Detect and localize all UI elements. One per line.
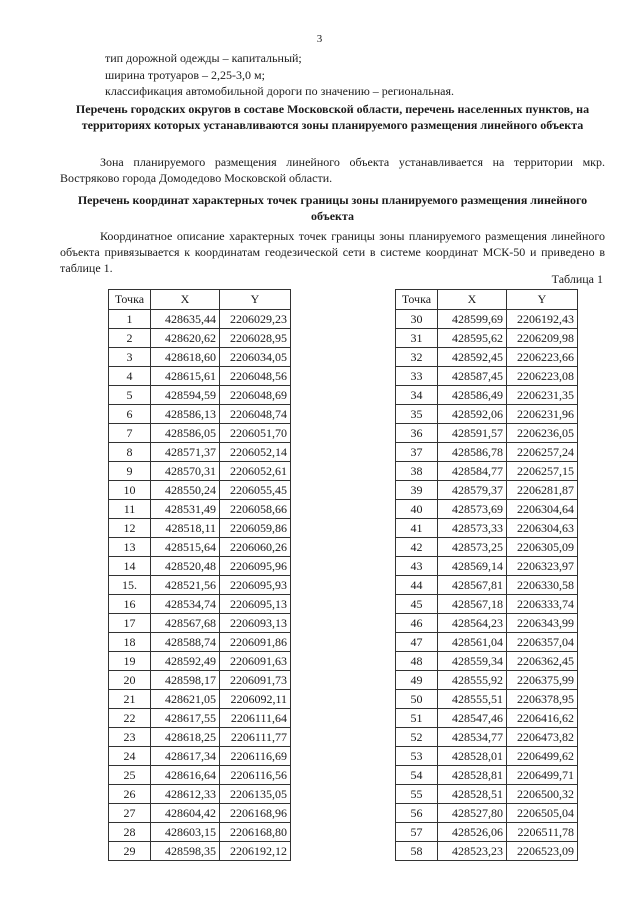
cell-y: 2206192,43 bbox=[507, 310, 578, 329]
cell-x: 428588,74 bbox=[151, 633, 220, 652]
cell-x: 428621,05 bbox=[151, 690, 220, 709]
list-item: классификация автомобильной дороги по значению – региональная. bbox=[105, 84, 455, 98]
table-caption: Таблица 1 bbox=[551, 272, 603, 286]
table-row bbox=[109, 329, 291, 348]
cell-x: 428617,55 bbox=[151, 709, 220, 728]
table-row bbox=[396, 405, 578, 424]
cell-point: 43 bbox=[396, 557, 438, 576]
cell-point: 35 bbox=[396, 405, 438, 424]
page-number: 3 bbox=[316, 33, 323, 45]
cell-x: 428567,81 bbox=[438, 576, 507, 595]
cell-point: 30 bbox=[396, 310, 438, 329]
cell-y: 2206257,24 bbox=[507, 443, 578, 462]
cell-y: 2206333,74 bbox=[507, 595, 578, 614]
cell-x: 428579,37 bbox=[438, 481, 507, 500]
cell-x: 428528,81 bbox=[438, 766, 507, 785]
cell-x: 428586,05 bbox=[151, 424, 220, 443]
table-row bbox=[109, 557, 291, 576]
cell-y: 2206095,93 bbox=[220, 576, 291, 595]
cell-point: 46 bbox=[396, 614, 438, 633]
cell-point: 29 bbox=[109, 842, 151, 861]
table-row bbox=[396, 652, 578, 671]
cell-x: 428587,45 bbox=[438, 367, 507, 386]
cell-x: 428620,62 bbox=[151, 329, 220, 348]
cell-x: 428592,45 bbox=[438, 348, 507, 367]
cell-y: 2206416,62 bbox=[507, 709, 578, 728]
cell-y: 2206523,09 bbox=[507, 842, 578, 861]
cell-x: 428518,11 bbox=[151, 519, 220, 538]
table-row bbox=[396, 595, 578, 614]
cell-x: 428592,49 bbox=[151, 652, 220, 671]
table-row bbox=[396, 424, 578, 443]
cell-y: 2206028,95 bbox=[220, 329, 291, 348]
coordinates-table-right bbox=[395, 289, 578, 861]
cell-y: 2206330,58 bbox=[507, 576, 578, 595]
table-row bbox=[396, 728, 578, 747]
cell-point: 33 bbox=[396, 367, 438, 386]
table-row bbox=[396, 823, 578, 842]
cell-point: 24 bbox=[109, 747, 151, 766]
cell-point: 49 bbox=[396, 671, 438, 690]
cell-y: 2206192,12 bbox=[220, 842, 291, 861]
cell-y: 2206375,99 bbox=[507, 671, 578, 690]
cell-point: 19 bbox=[109, 652, 151, 671]
cell-y: 2206034,05 bbox=[220, 348, 291, 367]
column-header-point: Точка bbox=[109, 290, 151, 310]
table-row bbox=[396, 367, 578, 386]
table-row bbox=[396, 500, 578, 519]
cell-x: 428616,64 bbox=[151, 766, 220, 785]
cell-point: 37 bbox=[396, 443, 438, 462]
cell-y: 2206091,86 bbox=[220, 633, 291, 652]
cell-x: 428527,80 bbox=[438, 804, 507, 823]
table-row bbox=[109, 766, 291, 785]
cell-point: 55 bbox=[396, 785, 438, 804]
paragraph-coordinates-text: Координатное описание характерных точек границы зоны планируемого размещения линейного объекта привязывается к координатам геодезической сети в системе координат МСК-50 и приведено в таблице 1. bbox=[60, 229, 605, 275]
cell-x: 428586,49 bbox=[438, 386, 507, 405]
cell-point: 13 bbox=[109, 538, 151, 557]
cell-y: 2206135,05 bbox=[220, 785, 291, 804]
cell-x: 428586,78 bbox=[438, 443, 507, 462]
cell-point: 45 bbox=[396, 595, 438, 614]
cell-x: 428599,69 bbox=[438, 310, 507, 329]
cell-x: 428618,25 bbox=[151, 728, 220, 747]
cell-x: 428635,44 bbox=[151, 310, 220, 329]
table-row bbox=[109, 842, 291, 861]
cell-y: 2206093,13 bbox=[220, 614, 291, 633]
table-row bbox=[109, 652, 291, 671]
table-row bbox=[109, 671, 291, 690]
table-row bbox=[109, 310, 291, 329]
table-row bbox=[109, 595, 291, 614]
cell-point: 39 bbox=[396, 481, 438, 500]
cell-point: 48 bbox=[396, 652, 438, 671]
cell-y: 2206304,64 bbox=[507, 500, 578, 519]
table-row bbox=[109, 614, 291, 633]
cell-x: 428528,51 bbox=[438, 785, 507, 804]
cell-x: 428561,04 bbox=[438, 633, 507, 652]
cell-point: 7 bbox=[109, 424, 151, 443]
table-row bbox=[109, 785, 291, 804]
cell-point: 17 bbox=[109, 614, 151, 633]
column-header-x: X bbox=[151, 290, 220, 310]
table-row bbox=[396, 671, 578, 690]
table-row bbox=[396, 747, 578, 766]
table-row bbox=[396, 804, 578, 823]
table-row bbox=[109, 481, 291, 500]
column-header-y: Y bbox=[507, 290, 578, 310]
table-row bbox=[396, 785, 578, 804]
cell-y: 2206378,95 bbox=[507, 690, 578, 709]
cell-x: 428567,18 bbox=[438, 595, 507, 614]
cell-y: 2206305,09 bbox=[507, 538, 578, 557]
cell-y: 2206059,86 bbox=[220, 519, 291, 538]
cell-x: 428571,37 bbox=[151, 443, 220, 462]
cell-point: 42 bbox=[396, 538, 438, 557]
table-row bbox=[109, 386, 291, 405]
cell-x: 428555,92 bbox=[438, 671, 507, 690]
table-row bbox=[396, 348, 578, 367]
list-item: тип дорожной одежды – капитальный; bbox=[105, 51, 302, 65]
table-row bbox=[109, 519, 291, 538]
cell-x: 428612,33 bbox=[151, 785, 220, 804]
cell-x: 428618,60 bbox=[151, 348, 220, 367]
cell-point: 47 bbox=[396, 633, 438, 652]
cell-y: 2206048,74 bbox=[220, 405, 291, 424]
cell-y: 2206052,61 bbox=[220, 462, 291, 481]
table-row bbox=[396, 766, 578, 785]
paragraph-zone bbox=[60, 154, 605, 186]
column-header-point: Точка bbox=[396, 290, 438, 310]
cell-x: 428564,23 bbox=[438, 614, 507, 633]
cell-y: 2206168,96 bbox=[220, 804, 291, 823]
cell-y: 2206060,26 bbox=[220, 538, 291, 557]
table-row bbox=[109, 443, 291, 462]
cell-y: 2206116,69 bbox=[220, 747, 291, 766]
cell-x: 428604,42 bbox=[151, 804, 220, 823]
cell-y: 2206257,15 bbox=[507, 462, 578, 481]
cell-point: 8 bbox=[109, 443, 151, 462]
cell-x: 428570,31 bbox=[151, 462, 220, 481]
cell-y: 2206052,14 bbox=[220, 443, 291, 462]
cell-y: 2206111,77 bbox=[220, 728, 291, 747]
cell-y: 2206092,11 bbox=[220, 690, 291, 709]
cell-point: 21 bbox=[109, 690, 151, 709]
cell-y: 2206095,96 bbox=[220, 557, 291, 576]
coordinates-table-left bbox=[108, 289, 291, 861]
cell-point: 36 bbox=[396, 424, 438, 443]
cell-y: 2206281,87 bbox=[507, 481, 578, 500]
table-row bbox=[396, 633, 578, 652]
cell-point: 38 bbox=[396, 462, 438, 481]
cell-point: 58 bbox=[396, 842, 438, 861]
cell-point: 53 bbox=[396, 747, 438, 766]
list-item: ширина тротуаров – 2,25-3,0 м; bbox=[105, 67, 265, 82]
cell-x: 428603,15 bbox=[151, 823, 220, 842]
table-row bbox=[396, 614, 578, 633]
table-row bbox=[396, 709, 578, 728]
table-row bbox=[396, 519, 578, 538]
cell-point: 4 bbox=[109, 367, 151, 386]
cell-x: 428573,33 bbox=[438, 519, 507, 538]
cell-point: 52 bbox=[396, 728, 438, 747]
cell-x: 428520,48 bbox=[151, 557, 220, 576]
table-row bbox=[396, 462, 578, 481]
cell-point: 31 bbox=[396, 329, 438, 348]
table-row bbox=[109, 576, 291, 595]
cell-point: 22 bbox=[109, 709, 151, 728]
cell-point: 25 bbox=[109, 766, 151, 785]
cell-x: 428559,34 bbox=[438, 652, 507, 671]
cell-y: 2206209,98 bbox=[507, 329, 578, 348]
cell-point: 1 bbox=[109, 310, 151, 329]
cell-x: 428615,61 bbox=[151, 367, 220, 386]
cell-point: 56 bbox=[396, 804, 438, 823]
road-params-list bbox=[105, 50, 454, 100]
cell-x: 428547,46 bbox=[438, 709, 507, 728]
cell-x: 428584,77 bbox=[438, 462, 507, 481]
cell-y: 2206091,63 bbox=[220, 652, 291, 671]
cell-x: 428534,74 bbox=[151, 595, 220, 614]
cell-y: 2206091,73 bbox=[220, 671, 291, 690]
cell-y: 2206051,70 bbox=[220, 424, 291, 443]
cell-point: 41 bbox=[396, 519, 438, 538]
cell-x: 428591,57 bbox=[438, 424, 507, 443]
cell-y: 2206223,08 bbox=[507, 367, 578, 386]
cell-y: 2206511,78 bbox=[507, 823, 578, 842]
table-row bbox=[109, 690, 291, 709]
cell-y: 2206029,23 bbox=[220, 310, 291, 329]
cell-x: 428569,14 bbox=[438, 557, 507, 576]
table-row bbox=[109, 747, 291, 766]
cell-x: 428531,49 bbox=[151, 500, 220, 519]
table-row bbox=[109, 348, 291, 367]
cell-y: 2206343,99 bbox=[507, 614, 578, 633]
heading-coordinates: Перечень координат характерных точек границы зоны планируемого размещения линейного объекта bbox=[77, 193, 588, 223]
cell-y: 2206111,64 bbox=[220, 709, 291, 728]
cell-y: 2206505,04 bbox=[507, 804, 578, 823]
cell-y: 2206231,96 bbox=[507, 405, 578, 424]
cell-point: 54 bbox=[396, 766, 438, 785]
table-row bbox=[109, 709, 291, 728]
table-row bbox=[109, 538, 291, 557]
table-row bbox=[109, 500, 291, 519]
table-row bbox=[109, 424, 291, 443]
cell-y: 2206058,66 bbox=[220, 500, 291, 519]
table-row bbox=[109, 405, 291, 424]
cell-point: 12 bbox=[109, 519, 151, 538]
table-row bbox=[396, 386, 578, 405]
cell-point: 2 bbox=[109, 329, 151, 348]
table-row bbox=[396, 310, 578, 329]
cell-point: 28 bbox=[109, 823, 151, 842]
cell-point: 26 bbox=[109, 785, 151, 804]
cell-point: 44 bbox=[396, 576, 438, 595]
table-row bbox=[396, 557, 578, 576]
cell-point: 15. bbox=[109, 576, 151, 595]
cell-x: 428592,06 bbox=[438, 405, 507, 424]
cell-y: 2206236,05 bbox=[507, 424, 578, 443]
paragraph-coordinates bbox=[60, 228, 605, 276]
cell-x: 428550,24 bbox=[151, 481, 220, 500]
cell-point: 6 bbox=[109, 405, 151, 424]
paragraph-zone-text: Зона планируемого размещения линейного объекта устанавливается на территории мкр. Востряково города Домодедово Московской области. bbox=[60, 155, 605, 185]
cell-point: 51 bbox=[396, 709, 438, 728]
table-row bbox=[109, 633, 291, 652]
cell-point: 57 bbox=[396, 823, 438, 842]
cell-point: 23 bbox=[109, 728, 151, 747]
cell-x: 428515,64 bbox=[151, 538, 220, 557]
cell-x: 428598,17 bbox=[151, 671, 220, 690]
cell-x: 428586,13 bbox=[151, 405, 220, 424]
cell-x: 428617,34 bbox=[151, 747, 220, 766]
cell-point: 16 bbox=[109, 595, 151, 614]
table-row bbox=[396, 842, 578, 861]
cell-x: 428595,62 bbox=[438, 329, 507, 348]
cell-x: 428555,51 bbox=[438, 690, 507, 709]
cell-y: 2206055,45 bbox=[220, 481, 291, 500]
cell-x: 428534,77 bbox=[438, 728, 507, 747]
table-row bbox=[396, 481, 578, 500]
table-row bbox=[109, 804, 291, 823]
cell-y: 2206168,80 bbox=[220, 823, 291, 842]
cell-y: 2206323,97 bbox=[507, 557, 578, 576]
cell-y: 2206116,56 bbox=[220, 766, 291, 785]
cell-y: 2206473,82 bbox=[507, 728, 578, 747]
cell-y: 2206231,35 bbox=[507, 386, 578, 405]
cell-point: 20 bbox=[109, 671, 151, 690]
cell-point: 34 bbox=[396, 386, 438, 405]
cell-y: 2206048,69 bbox=[220, 386, 291, 405]
cell-x: 428598,35 bbox=[151, 842, 220, 861]
cell-point: 10 bbox=[109, 481, 151, 500]
table-row bbox=[109, 367, 291, 386]
cell-x: 428526,06 bbox=[438, 823, 507, 842]
cell-x: 428528,01 bbox=[438, 747, 507, 766]
table-row bbox=[396, 443, 578, 462]
cell-x: 428567,68 bbox=[151, 614, 220, 633]
cell-point: 5 bbox=[109, 386, 151, 405]
cell-point: 14 bbox=[109, 557, 151, 576]
cell-y: 2206499,62 bbox=[507, 747, 578, 766]
cell-x: 428594,59 bbox=[151, 386, 220, 405]
cell-y: 2206304,63 bbox=[507, 519, 578, 538]
table-row bbox=[109, 728, 291, 747]
cell-y: 2206499,71 bbox=[507, 766, 578, 785]
table-row bbox=[396, 576, 578, 595]
cell-point: 9 bbox=[109, 462, 151, 481]
cell-point: 3 bbox=[109, 348, 151, 367]
table-row bbox=[396, 329, 578, 348]
cell-x: 428573,25 bbox=[438, 538, 507, 557]
heading-districts: Перечень городских округов в составе Московской области, перечень населенных пунктов, на территориях которых устанавливаются зоны планируемого размещения линейного объекта bbox=[75, 102, 590, 132]
cell-point: 40 bbox=[396, 500, 438, 519]
cell-y: 2206048,56 bbox=[220, 367, 291, 386]
cell-y: 2206500,32 bbox=[507, 785, 578, 804]
cell-point: 32 bbox=[396, 348, 438, 367]
cell-y: 2206357,04 bbox=[507, 633, 578, 652]
cell-y: 2206362,45 bbox=[507, 652, 578, 671]
column-header-y: Y bbox=[220, 290, 291, 310]
cell-point: 18 bbox=[109, 633, 151, 652]
table-row bbox=[396, 690, 578, 709]
table-row bbox=[109, 462, 291, 481]
cell-x: 428521,56 bbox=[151, 576, 220, 595]
cell-y: 2206095,13 bbox=[220, 595, 291, 614]
cell-y: 2206223,66 bbox=[507, 348, 578, 367]
cell-x: 428573,69 bbox=[438, 500, 507, 519]
table-row bbox=[396, 538, 578, 557]
cell-point: 50 bbox=[396, 690, 438, 709]
cell-x: 428523,23 bbox=[438, 842, 507, 861]
cell-point: 11 bbox=[109, 500, 151, 519]
table-row bbox=[109, 823, 291, 842]
cell-point: 27 bbox=[109, 804, 151, 823]
column-header-x: X bbox=[438, 290, 507, 310]
